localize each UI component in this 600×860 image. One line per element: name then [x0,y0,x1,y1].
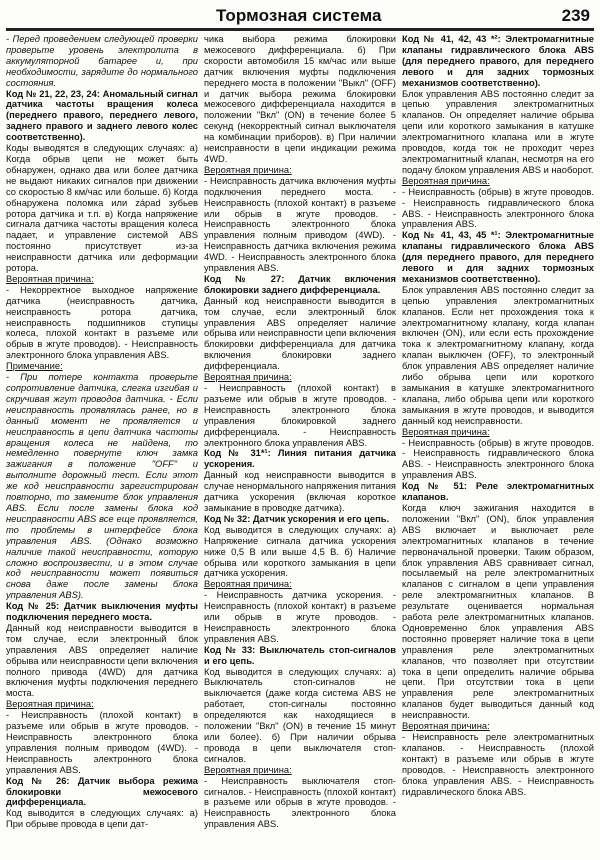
code-41b-cause: - Неисправность (обрыв) в жгуте проводов. - Неисправность гидравлического блока ABS. - Неисправность электронного блока управления ABS. [402,437,594,481]
page-header [6,4,594,34]
code-41-text: Блок управления ABS постоянно следит за цепью управления электромагнитных клапанов. Он определяет наличие обрыва цепи или короткого замыкания в катушке электромагнитного клапана или в жгуте проводов, когда ток не проходит через электромагнитный клапан, несмотря на его подачу блоком управления ABS и наоборот. [402,88,594,175]
code-27-cause-label: Вероятная причина: [204,372,292,383]
text-columns [6,34,594,856]
code-33-cause-label: Вероятная причина: [204,764,292,775]
code-21-text: Коды выводятся в следующих случаях: а) Когда обрыв цепи не может быть обнаружен, однако два или более датчика не выдают никаких сигналов при движении со скоростью 8 км/час или больше. б) Когда обнаружена поломка или západ зубьев ротора датчика и т.п. в) Когда напряжение сигнала датчика частоты вращения колеса падает, и управление системой ABS постоянно присутствует из-за неисправности датчика или деформации ротора. [6,143,198,274]
code-51-cause-label: Вероятная причина: [402,721,490,732]
code-51-heading: Код № 51: Реле электромагнитных клапанов. [402,481,594,503]
code-26-cause: - Неисправность датчика включения муфты подключения переднего моста. - Неисправность (плохой контакт) в разъеме или обрыв в жгуте проводов. - Неисправность электронного блока управления полным приводом (4WD). - Неисправность датчика включения режима 4WD. - Неисправность электронного блока управления ABS. [204,175,396,274]
code-33-cause: - Неисправность выключателя стоп-сигналов. - Неисправность (плохой контакт) в разъеме или обрыв в жгуте проводов. - Неисправность электронного блока управления ABS. [204,775,396,830]
code-31-heading: Код № 31*¹: Линия питания датчика ускорения. [204,448,396,470]
intro-note: - Перед проведением следующей проверки проверьте уровень электролита в аккумуляторной батарее и, при необходимости, зарядите до нормального состояния. [6,34,198,88]
section-title: Тормозная система [216,6,382,25]
column-2 [204,34,396,856]
code-25-cause-label: Вероятная причина: [6,699,94,710]
code-51-cause: - Неисправность реле электромагнитных клапанов. - Неисправность (плохой контакт) в разъеме или обрыв в жгуте проводов. - Неисправность электронного блока управления ABS. - Неисправность гидравлического блока ABS. [402,732,594,797]
code-41b-cause-label: Вероятная причина: [402,426,490,437]
code-21-heading: Код № 21, 22, 23, 24: Аномальный сигнал датчика частоты вращения колеса (переднего правого, переднего левого, заднего правого и заднего левого колес соответственно). [6,88,198,143]
header-rule [6,28,594,31]
code-27-heading: Код № 27: Датчик включения блокировки заднего дифференциала. [204,273,396,295]
code-25-cause: - Неисправность (плохой контакт) в разъеме или обрыв в жгуте проводов. - Неисправность электронного блока управления полным приводом (4WD). - Неисправность электронного блока управления ABS. [6,710,198,775]
column-1 [6,34,198,856]
code-51-text: Когда ключ зажигания находится в положении "Вкл" (ON), блок управления ABS включает и выключает реле электромагнитных клапанов в течение первоначальной проверки. Таким образом, блок управления ABS сравнивает сигнал, посылаемый на реле электромагнитных клапанов с сигналом в цепи управления реле электромагнитных клапанов. В результате оценивается нормальная работа реле электромагнитных клапанов. Одновременно блок управления ABS постоянно проверяет наличие тока в цепи управления реле электромагнитных клапанов, что позволяет при отсутствии тока в цепи определить наличие обрыва цепи. При отсутствии тока в цепи управления реле электромагнитных клапанов будет выводиться данный код неисправности. [402,502,594,721]
code-27-text: Данный код неисправности выводится в том случае, если электронный блок управления ABS определяет наличие обрыва или неисправности цепи включения блокировки дифференциала для датчика включения блокировки заднего дифференциала. [204,295,396,372]
code-32-heading: Код № 32: Датчик ускорения и его цепь. [204,513,390,524]
code-33-text: Код выводится в следующих случаях: а) Выключатель стоп-сигналов не выключается (даже когда система ABS не работает, стоп-сигналы постоянно определяются как находящиеся в положении "Вкл" (ON) в течение 15 минут или более). б) При наличии обрыва провода в цепи выключателя стоп-сигналов. [204,666,396,764]
code-32-cause-label: Вероятная причина: [204,579,292,590]
code-27-cause: - Неисправность (плохой контакт) в разъеме или обрыв в жгуте проводов. - Неисправность электронного блока управления блокировкой заднего дифференциала. - Неисправность электронного блока управления ABS. [204,383,396,448]
code-26-heading: Код № 26: Датчик выбора режима блокировки межосевого дифференциала. [6,775,198,808]
code-26-text: Код выводится в следующих случаях: а) При обрыве провода в цепи дат- [6,808,198,830]
code-41b-heading: Код № 41, 43, 45 *¹: Электромагнитные клапаны гидравлического блока ABS (для переднего правого, для переднего левого и для задних тормозных механизмов соответственно). [402,230,594,284]
code-26-cause-label: Вероятная причина: [204,164,292,175]
code-26-continued: чика выбора режима блокировки межосевого дифференциала. б) При скорости автомобиля 15 км/час или выше датчик включения муфты подключения переднего моста в положении "Выкл" (OFF) и датчик выбора режима блокировки межосевого дифференциала находится в положении "Вкл" (ON) в течение более 5 секунд (некорректный сигнал выключателя на комбинации приборов). в) При наличии неисправности в цепи индикации режима 4WD. [204,34,396,164]
code-25-heading: Код № 25: Датчик выключения муфты подключения переднего моста. [6,601,198,623]
column-3 [402,34,594,856]
code-32-text: Код выводится в следующих случаях: а) Напряжение сигнала датчика ускорения ниже 0,5 В или выше 4,5 В. б) Наличие обрыва или короткого замыкания в цепи датчика ускорения. [204,524,396,579]
code-21-cause: - Некорректное выходное напряжение датчика (неисправность датчика, неисправность ротора датчика, неисправность подшипников ступицы колеса, плохой контакт в разъеме или обрыв в жгуте проводов). - Неисправность электронного блока управления ABS. [6,284,198,361]
note-label: Примечание: [6,361,63,372]
code-41b-text: Блок управления ABS постоянно следит за цепью управления электромагнитных клапанов. Если нет прохождения тока к электромагнитному клапану, когда клапан включен (ON), или если есть прохождение тока к электромагнитному клапану, когда клапан выключен (OFF), то электронный блок управления ABS определяет наличие либо обрыва цепи или короткого замыкания в катушке электромагнитного клапана, либо обрыва цепи или короткого замыкания в жгуте проводов, и выводится данный код неисправности. [402,284,594,426]
code-33-heading: Код № 33: Выключатель стоп-сигналов и его цепь. [204,644,396,666]
code-32-cause: - Неисправность датчика ускорения. - Неисправность (плохой контакт) в разъеме или обрыв в жгуте проводов. - Неисправность электронного блока управления ABS. [204,590,396,644]
code-25-text: Данный код неисправности выводится в том случае, если электронный блок управления ABS определяет наличие обрыва или неисправности цепи включения полного привода (4WD) для датчика включения муфты подключения переднего моста. [6,622,198,699]
code-31-text: Данный код неисправности выводится в случае ненормального напряжения питания датчика ускорения (включая короткое замыкание в проводке датчика). [204,470,396,513]
code-41-cause-label: Вероятная причина: [402,175,490,186]
code-41-heading: Код № 41, 42, 43 *²: Электромагнитные клапаны гидравлического блока ABS (для переднего правого, для переднего левого и для задних тормозных механизмов соответственно). [402,34,594,88]
code-21-cause-label: Вероятная причина: [6,273,94,284]
note-text: - При потере контакта проверьте сопротивление датчика, слегка изгибая и скручивая жгут проводов датчика. - Если неисправность проявлялась ранее, но в данный момент не проявляется и неисправность в цепи датчика частоты вращения колеса не найдена, то немедленно повернуте ключ замка зажигания в положение "OFF" и выполните дорожный тест. Если этот же код неисправности зарегистрирован повторно, то замените блок управления ABS. Если после замены блока код неисправности ABS все еще проявляется, то проблемы в интерфейсе блока управления ABS. (Однако возможно наличие такой неисправности, которую сложно воспроизвести, и в этом случае код неисправности может появиться снова даже после замены блока управления ABS). [6,372,198,601]
page-number: 239 [561,6,590,25]
code-41-cause: - Неисправность (обрыв) в жгуте проводов. - Неисправность гидравлического блока ABS. - Неисправность электронного блока управления ABS. [402,186,594,230]
